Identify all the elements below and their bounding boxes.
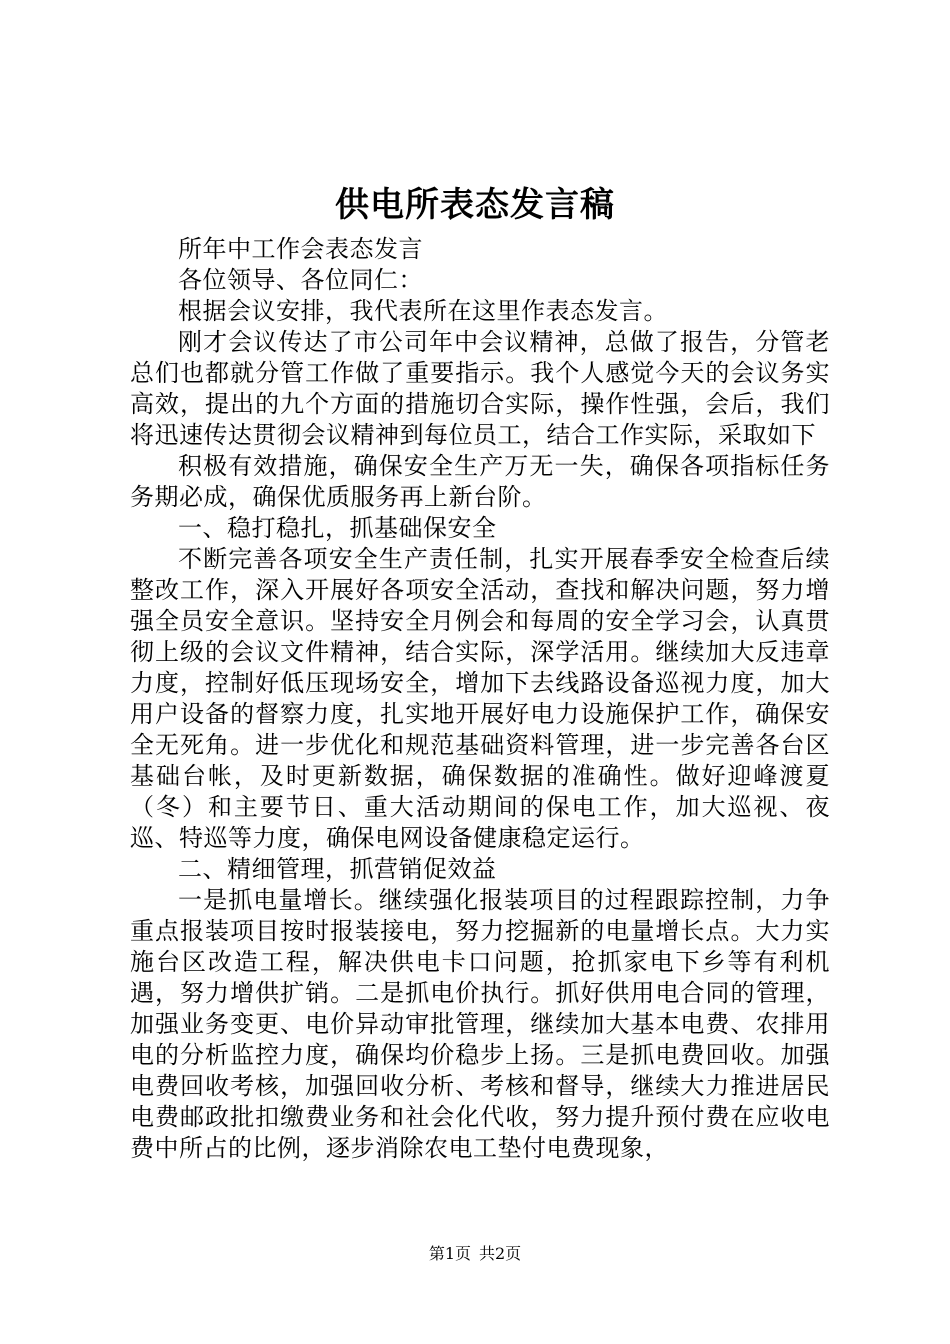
document-title: 供电所表态发言稿: [335, 185, 615, 225]
paragraph-safety: 不断完善各项安全生产责任制，扎实开展春季安全检查后续整改工作，深入开展好各项安全活动，查找和解决问题，努力增强全员安全意识。坚持安全月例会和每周的安全学习会，认真贯彻上级的会议文件精神，结合实际，深学活用。继续加大反违章力度，控制好低压现场安全，增加下去线路设备巡视力度，加大用户设备的督察力度，扎实地开展好电力设施保护工作，确保安全无死角。进一步优化和规范基础资料管理，进一步完善各台区基础台帐，及时更新数据，确保数据的准确性。做好迎峰渡夏（冬）和主要节日、重大活动期间的保电工作，加大巡视、夜巡、特巡等力度，确保电网设备健康稳定运行。: [130, 545, 830, 852]
page-number: 第1页: [428, 1244, 471, 1263]
paragraph-meeting-summary: 刚才会议传达了市公司年中会议精神，总做了报告，分管老总们也都就分管工作做了重要指示。我个人感觉今天的会议务实高效，提出的九个方面的措施切合实际，操作性强，会后，我们将迅速传达贯彻会议精神到每位员工，结合工作实际，采取如下: [130, 328, 830, 449]
paragraph-intro: 根据会议安排，我代表所在这里作表态发言。: [178, 297, 668, 325]
page-total: 共2页: [479, 1244, 522, 1263]
page-footer: [0, 1244, 950, 1264]
section-heading-safety: 一、稳打稳扎，抓基础保安全: [178, 514, 497, 542]
paragraph-salutation: 各位领导、各位同仁：: [178, 266, 423, 294]
paragraph-measures: 积极有效措施，确保安全生产万无一失，确保各项指标任务务期必成，确保优质服务再上新台阶。: [130, 452, 830, 511]
document-body: [130, 234, 830, 1164]
section-heading-marketing: 二、精细管理，抓营销促效益: [178, 855, 497, 883]
paragraph-heading-meeting: 所年中工作会表态发言: [178, 235, 423, 263]
paragraph-marketing: 一是抓电量增长。继续强化报装项目的过程跟踪控制，力争重点报装项目按时报装接电，努力挖掘新的电量增长点。大力实施台区改造工程，解决供电卡口问题，抢抓家电下乡等有利机遇，努力增供扩销。二是抓电价执行。抓好供用电合同的管理，加强业务变更、电价异动审批管理，继续加大基本电费、农排用电的分析监控力度，确保均价稳步上扬。三是抓电费回收。加强电费回收考核，加强回收分析、考核和督导，继续大力推进居民电费邮政批扣缴费业务和社会化代收，努力提升预付费在应收电费中所占的比例，逐步消除农电工垫付电费现象，: [130, 886, 830, 1162]
